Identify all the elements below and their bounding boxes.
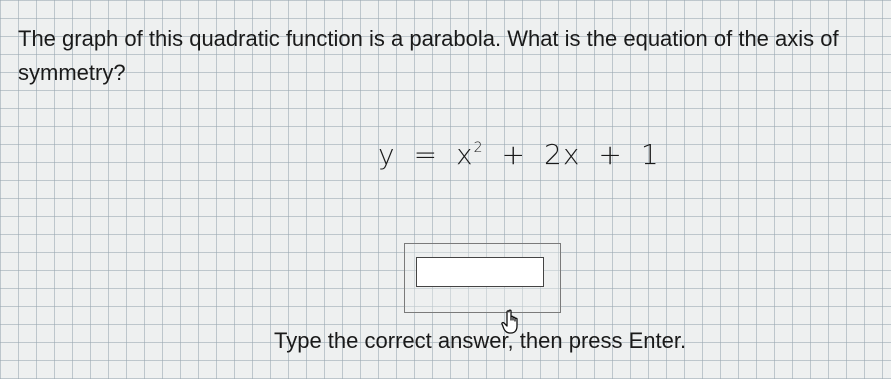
equation-term-2: 2x	[544, 138, 581, 171]
equation-plus-1: +	[501, 138, 527, 171]
equation-constant: 1	[640, 138, 660, 171]
answer-input[interactable]	[416, 257, 544, 287]
equation-plus-2: +	[598, 138, 623, 171]
instruction-text: Type the correct answer, then press Enter.	[274, 328, 687, 353]
question-text: The graph of this quadratic function is a parabola. What is the equation of the axis of symmetry?	[18, 26, 839, 85]
answer-panel	[404, 243, 561, 313]
equation-exponent: 2	[473, 139, 484, 156]
equation-base: x	[456, 138, 474, 171]
equation-equals: =	[413, 138, 439, 171]
quadratic-equation	[378, 138, 660, 171]
equation-lhs: y	[378, 138, 396, 171]
